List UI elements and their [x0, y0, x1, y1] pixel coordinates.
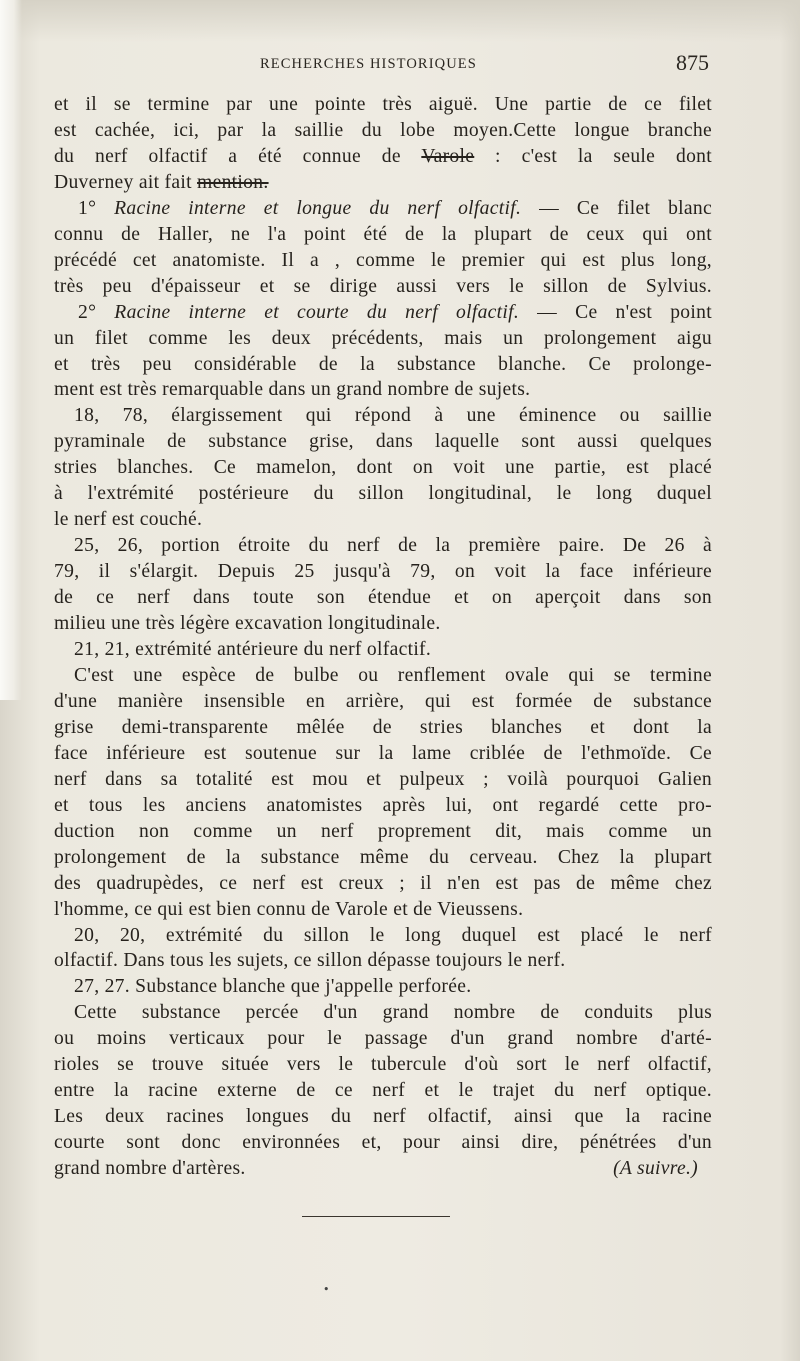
text-line: et tous les anciens anatomistes après lui, ont regardé cette pro- [54, 794, 712, 816]
text-line: connu de Haller, ne l'a point été de la plupart de ceux qui ont [54, 223, 712, 245]
text-line: prolongement de la substance même du cerveau. Chez la plupart [54, 846, 712, 868]
text-line: grise demi-transparente mêlée de stries blanches et dont la [54, 716, 712, 738]
text-line: ou moins verticaux pour le passage d'un grand nombre d'arté- [54, 1028, 712, 1050]
running-head: RECHERCHES HISTORIQUES [260, 56, 477, 72]
text-fragment: : c'est la seule dont [474, 145, 713, 167]
text-line: à l'extrémité postérieure du sillon longitudinal, le long duquel [54, 483, 712, 505]
text-line: 25, 26, portion étroite du nerf de la première paire. De 26 à [74, 535, 712, 557]
section-number: 1° [78, 197, 115, 219]
text-line: pyraminale de substance grise, dans laquelle sont aussi quelques [54, 431, 712, 453]
text-line: très peu d'épaisseur et se dirige aussi vers le sillon de Sylvius. [54, 275, 712, 297]
text-line: et il se termine par une pointe très aiguë. Une partie de ce filet [54, 94, 712, 115]
text-line: C'est une espèce de bulbe ou renflement ovale qui se termine [74, 664, 712, 686]
text-line [54, 144, 712, 170]
text-line [54, 196, 712, 222]
text-line [54, 300, 712, 326]
text-line: 18, 78, élargissement qui répond à une éminence ou saillie [74, 405, 712, 427]
text-line: des quadrupèdes, ce nerf est creux ; il n'en est pas de même chez [54, 872, 712, 894]
text-fragment: — Ce filet blanc [521, 197, 713, 219]
text-line: le nerf est couché. [54, 509, 203, 531]
text-line: courte sont donc environnées et, pour ainsi dire, pénétrées d'un [54, 1132, 712, 1154]
page-left-edge [0, 0, 22, 700]
text-line: 79, il s'élargit. Depuis 25 jusqu'à 79, on voit la face inférieure [54, 561, 712, 583]
text-line: olfactif. Dans tous les sujets, ce sillon dépasse toujours le nerf. [54, 950, 566, 972]
text-fragment: grand nombre d'artères. [54, 1158, 246, 1180]
text-line: est cachée, ici, par la saillie du lobe moyen.Cette longue branche [54, 119, 712, 141]
text-line: l'homme, ce qui est bien connu de Varole et de Vieussens. [54, 898, 524, 920]
text-line [54, 170, 712, 196]
text-line: ment est très remarquable dans un grand nombre de sujets. [54, 379, 531, 401]
ink-speck: • [323, 1283, 330, 1296]
text-line: nerf dans sa totalité est mou et pulpeux ; voilà pourquoi Galien [54, 768, 712, 790]
struck-word-varole: Varole [421, 145, 475, 167]
text-line: un filet comme les deux précédents, mais un prolongement aigu [54, 327, 712, 349]
text-line: précédé cet anatomiste. Il a , comme le premier qui est plus long, [54, 249, 712, 271]
text-line: et très peu considérable de la substance blanche. Ce prolonge- [54, 353, 712, 375]
text-line: face inférieure est soutenue sur la lame criblée de l'ethmoïde. Ce [54, 742, 712, 764]
text-line: de ce nerf dans toute son étendue et on aperçoit dans son [54, 587, 712, 609]
text-fragment: du nerf olfactif a été connue de [54, 145, 422, 167]
text-line: 27, 27. Substance blanche que j'appelle perforée. [74, 976, 472, 998]
text-line: 21, 21, extrémité antérieure du nerf olfactif. [74, 639, 432, 661]
text-line: 20, 20, extrémité du sillon le long duquel est placé le nerf [74, 924, 712, 946]
end-rule [302, 1216, 450, 1217]
text-fragment: Duverney ait fait [54, 171, 198, 193]
section-title: Racine interne et longue du nerf olfactif. [114, 197, 522, 219]
text-line [54, 1156, 712, 1182]
page-number: 875 [676, 50, 709, 75]
struck-word-mention: mention. [197, 171, 269, 193]
text-line: entre la racine externe de ce nerf et le trajet du nerf optique. [54, 1080, 712, 1102]
text-line: d'une manière insensible en arrière, qui est formée de substance [54, 690, 712, 712]
to-be-continued: (A suivre.) [613, 1158, 698, 1180]
text-line: stries blanches. Ce mamelon, dont on voit une partie, est placé [54, 457, 712, 479]
text-line: rioles se trouve située vers le tubercule d'où sort le nerf olfactif, [54, 1054, 712, 1076]
text-fragment: — Ce n'est point [519, 301, 712, 323]
text-line: milieu une très légère excavation longitudinale. [54, 613, 441, 635]
text-line: duction non comme un nerf proprement dit, mais comme un [54, 820, 712, 842]
text-line: Cette substance percée d'un grand nombre de conduits plus [74, 1002, 712, 1024]
text-line: Les deux racines longues du nerf olfactif, ainsi que la racine [54, 1106, 712, 1128]
section-title: Racine interne et courte du nerf olfactif. [114, 301, 520, 323]
body-text [54, 92, 712, 1182]
section-number: 2° [78, 301, 115, 323]
